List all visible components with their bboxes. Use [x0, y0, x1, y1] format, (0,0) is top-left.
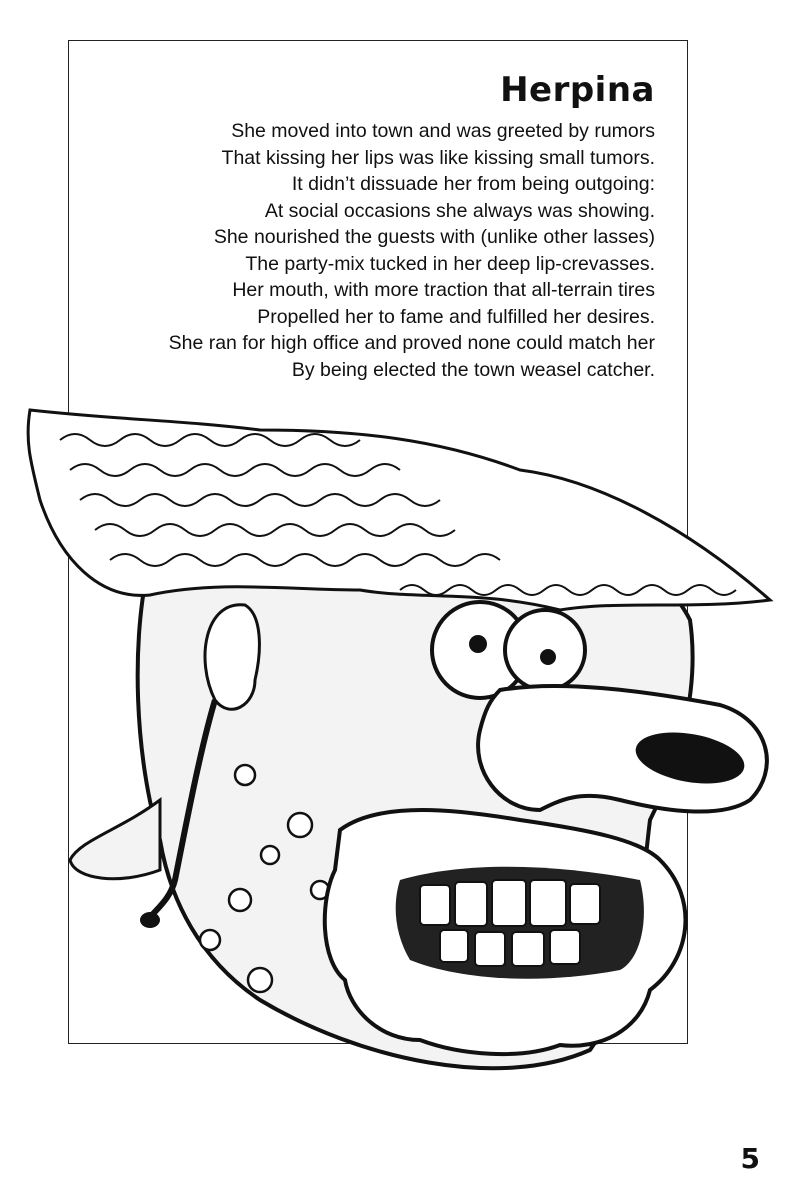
poem-line: She ran for high office and proved none could match her: [168, 332, 655, 354]
ear: [205, 605, 259, 710]
page-number: 5: [740, 1142, 760, 1175]
neck-tube: [70, 800, 160, 879]
right-pupil: [540, 649, 556, 665]
poem-line: By being elected the town weasel catcher.: [291, 358, 655, 381]
poem-line: She nourished the guests with (unlike other lasses): [213, 226, 655, 248]
poem-line: It didn’t dissuade her from being outgoing:: [291, 173, 655, 195]
poem-line: That kissing her lips was like kissing small tumors.: [221, 146, 655, 169]
poem-line: She moved into town and was greeted by rumors: [231, 120, 655, 142]
poem-line: The party-mix tucked in her deep lip-crevasses.: [245, 252, 655, 275]
poem-line: Her mouth, with more traction that all-terrain tires: [232, 279, 655, 301]
tube-opening: [140, 912, 160, 928]
hair-mass: [28, 410, 770, 610]
poem-line: Propelled her to fame and fulfilled her desires.: [257, 305, 655, 328]
poem-title: Herpina: [500, 70, 655, 110]
poem-line: At social occasions she always was showing.: [264, 199, 655, 222]
left-pupil: [469, 635, 487, 653]
